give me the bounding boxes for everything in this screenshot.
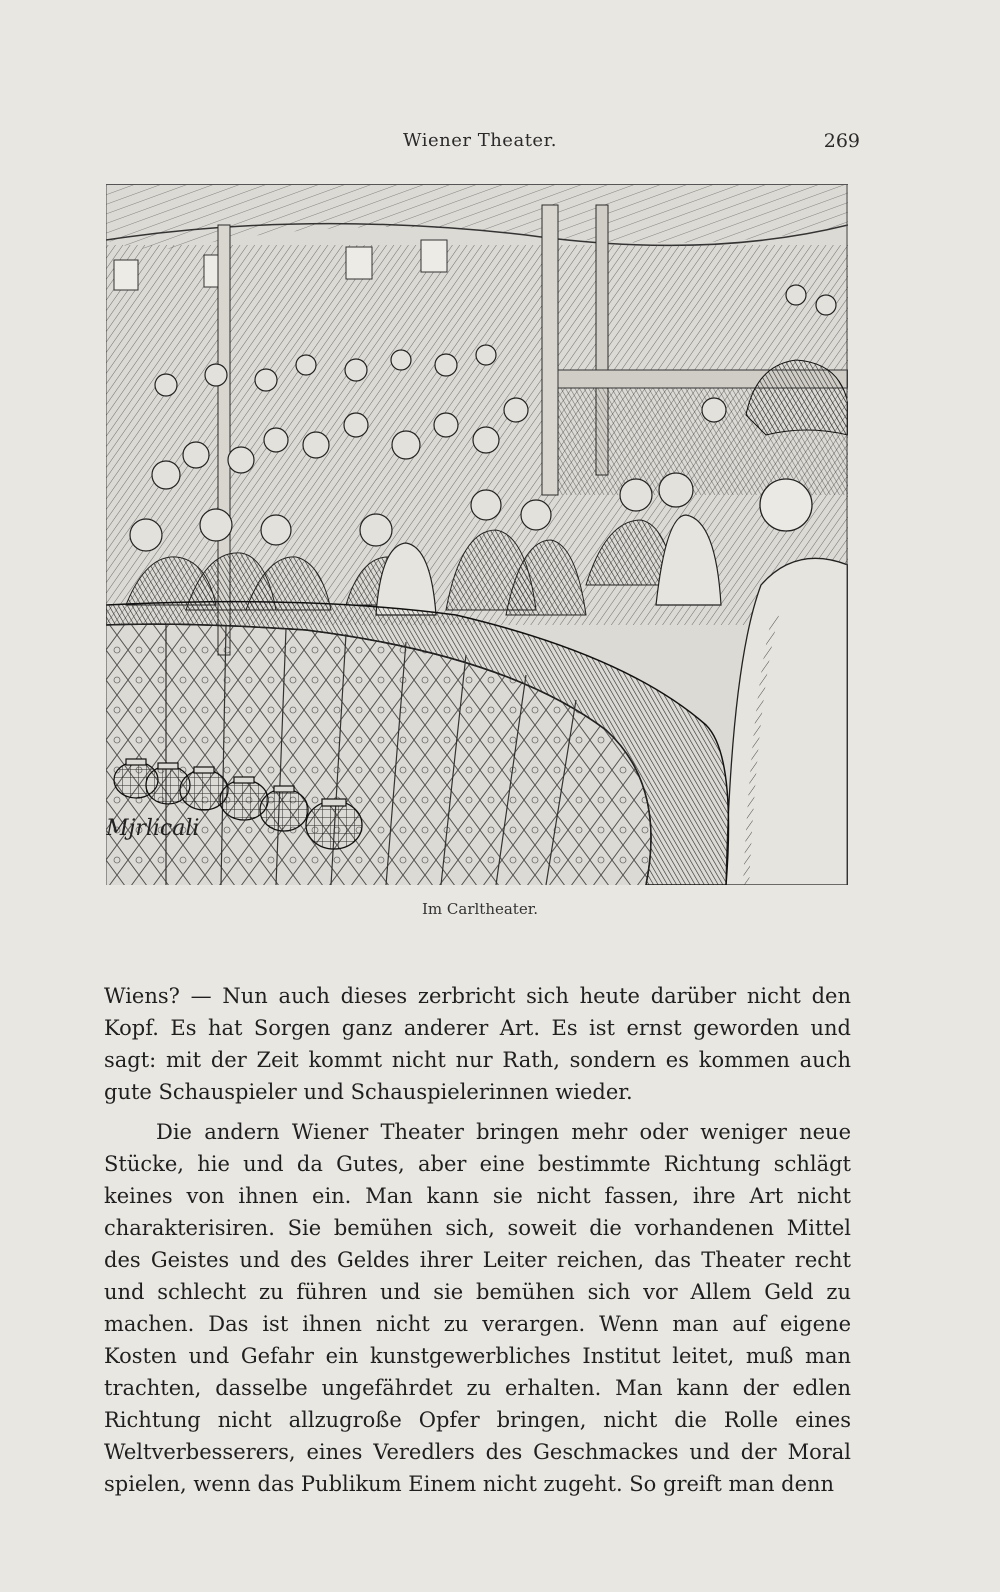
figure-caption: Im Carltheater. [421,900,538,918]
running-title: Wiener Theater. [403,130,557,151]
engraving-drawing [106,185,848,885]
page-number: 269 [823,130,860,152]
paragraph: Die andern Wiener Theater bringen mehr oder weniger neue Stücke, hie und da Gutes, aber eine bestimmte Richtung schlägt keines von ihnen ein. Man kann sie nicht fassen, ihre Art nicht charakterisiren. Sie bemühen sich, soweit die vorhandenen Mittel des Geistes und des Geldes ihrer Leiter reichen, das Theater recht und schlecht zu führen und sie bemühen sich vor Allem Geld zu machen. Das ist ihnen nicht zu verargen. Wenn man auf eigene Kosten und Gefahr ein kunstgewerbliches Institut leitet, muß man trachten, dasselbe ungefährdet zu erhalten. Man kann der edlen Richtung nicht allzugroße Opfer bringen, nicht die Rolle eines Weltverbesserers, eines Veredlers des Geschmackes und der Moral spielen, wenn das Publikum Einem nicht zugeht. So greift man denn [104,1120,851,1496]
theater-illustration [106,184,848,885]
running-head [100,130,860,160]
body-text [104,980,851,1508]
artist-signature: Mjrlicali [106,816,200,841]
paragraph: Wiens? — Nun auch dieses zerbricht sich heute darüber nicht den Kopf. Es hat Sorgen ganz anderer Art. Es ist ernst geworden und sagt: mit der Zeit kommt nicht nur Rath, sondern es kommen auch gute Schauspieler und Schauspielerinnen wieder. [104,984,851,1104]
